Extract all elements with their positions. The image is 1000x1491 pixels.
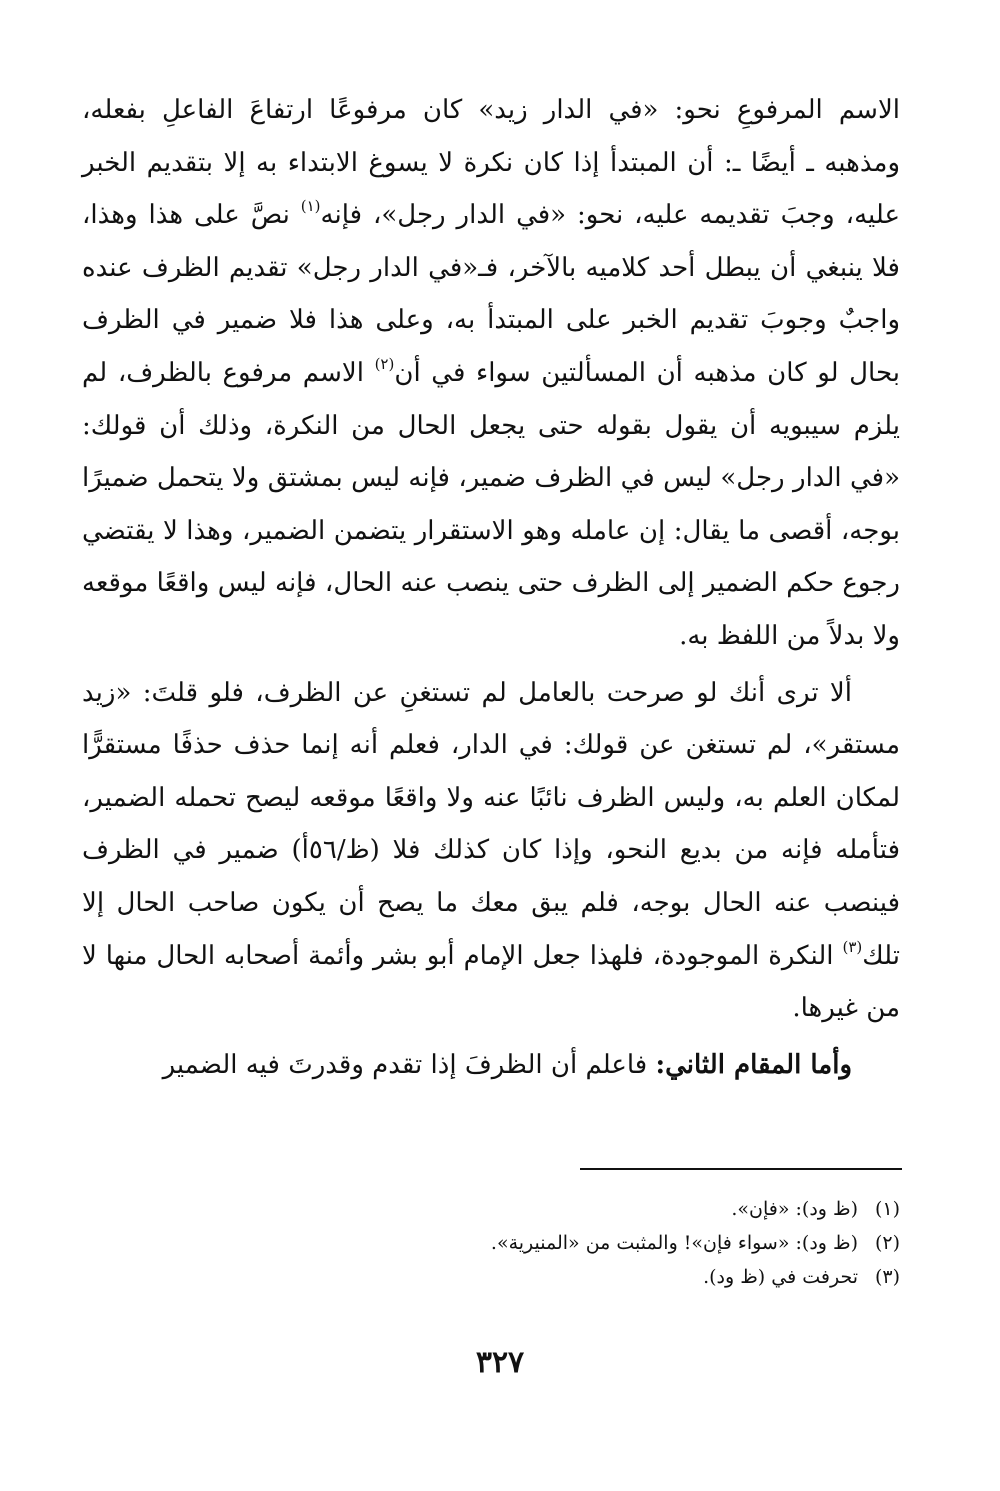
paragraph-3 [82, 1039, 900, 1092]
footnote-2 [82, 1226, 900, 1260]
paragraph-1-part-c: الاسم مرفوع بالظرف، لم يلزم سيبويه أن يقول بقوله حتى يجعل الحال من النكرة، وذلك أن قولك: «في الدار رجل» ليس في الظرف ضمير، فإنه ليس بمشتق ولا يتحمل ضميرًا بوجه، أقصى ما يقال: إن عامله وهو الاستقرار يتضمن الضمير، وهذا لا يقتضي رجوع حكم الضمير إلى الظرف حتى ينصب عنه الحال، فإنه ليس واقعًا موقعه ولا بدلاً من اللفظ به. [82, 357, 900, 651]
page-body [82, 84, 900, 1091]
footnote-2-text: (ظ ود): «سواء فإن»! والمثبت من «المنيرية». [490, 1232, 858, 1254]
footnotes [82, 1192, 900, 1294]
footnote-ref-2[interactable]: (٢) [374, 354, 395, 373]
footnote-ref-3[interactable]: (٣) [842, 937, 863, 956]
paragraph-2-part-a: ألا ترى أنك لو صرحت بالعامل لم تستغنِ عن الظرف، فلو قلتَ: «زيد مستقر»، لم تستغن عن قولك: في الدار، فعلم أنه إنما حذف حذفًا مستقرًّا لمكان العلم به، وليس الظرف نائبًا عنه ولا واقعًا موقعه ليصح تحمله الضمير، فتأمله فإنه من بديع النحو، وإذا كان كذلك فلا (ظ/٥٦أ) ضمير في الظرف فينصب عنه الحال بوجه، فلم يبق معك ما يصح أن يكون صاحب الحال إلا تلك [82, 677, 900, 971]
footnote-2-number: (٢) [874, 1232, 900, 1254]
paragraph-1-part-b: نصَّ على هذا وهذا، فلا ينبغي أن يبطل أحد كلاميه بالآخر، فـ«في الدار رجل» تقديم الظرف عنده واجبٌ وجوبَ تقديم الخبر على المبتدأ به، وعلى هذا فلا ضمير في الظرف بحال لو كان مذهبه أن المسألتين سواء في أن [82, 200, 900, 388]
footnote-1-text: (ظ ود): «فإن». [731, 1198, 858, 1220]
page-number: ٣٢٧ [475, 1345, 525, 1380]
footnote-1-number: (١) [874, 1198, 900, 1220]
footnote-ref-1[interactable]: (١) [300, 197, 321, 216]
footnote-3-text: تحرفت في (ظ ود). [703, 1266, 858, 1288]
main-text [82, 84, 900, 1091]
footnote-3 [82, 1260, 900, 1294]
footnote-divider [580, 1168, 902, 1170]
footnote-3-number: (٣) [874, 1266, 900, 1288]
paragraph-2-part-b: النكرة الموجودة، فلهذا جعل الإمام أبو بشر وأئمة أصحابه الحال منها لا من غيرها. [82, 940, 900, 1024]
paragraph-1-part-a: الاسم المرفوعِ نحو: «في الدار زيد» كان مرفوعًا ارتفاعَ الفاعلِ بفعله، ومذهبه ـ أيضًا ـ: أن المبتدأ إذا كان نكرة لا يسوغ الابتداء به إلا بتقديم الخبر عليه، وجبَ تقديمه عليه، نحو: «في الدار رجل»، فإنه [82, 95, 900, 231]
paragraph-1 [82, 84, 900, 663]
paragraph-3-rest: فاعلم أن الظرفَ إذا تقدم وقدرتَ فيه الضمير [162, 1049, 656, 1080]
footnote-1 [82, 1192, 900, 1226]
section-heading-inline: وأما المقام الثاني: [655, 1049, 852, 1080]
paragraph-2 [82, 667, 900, 1035]
